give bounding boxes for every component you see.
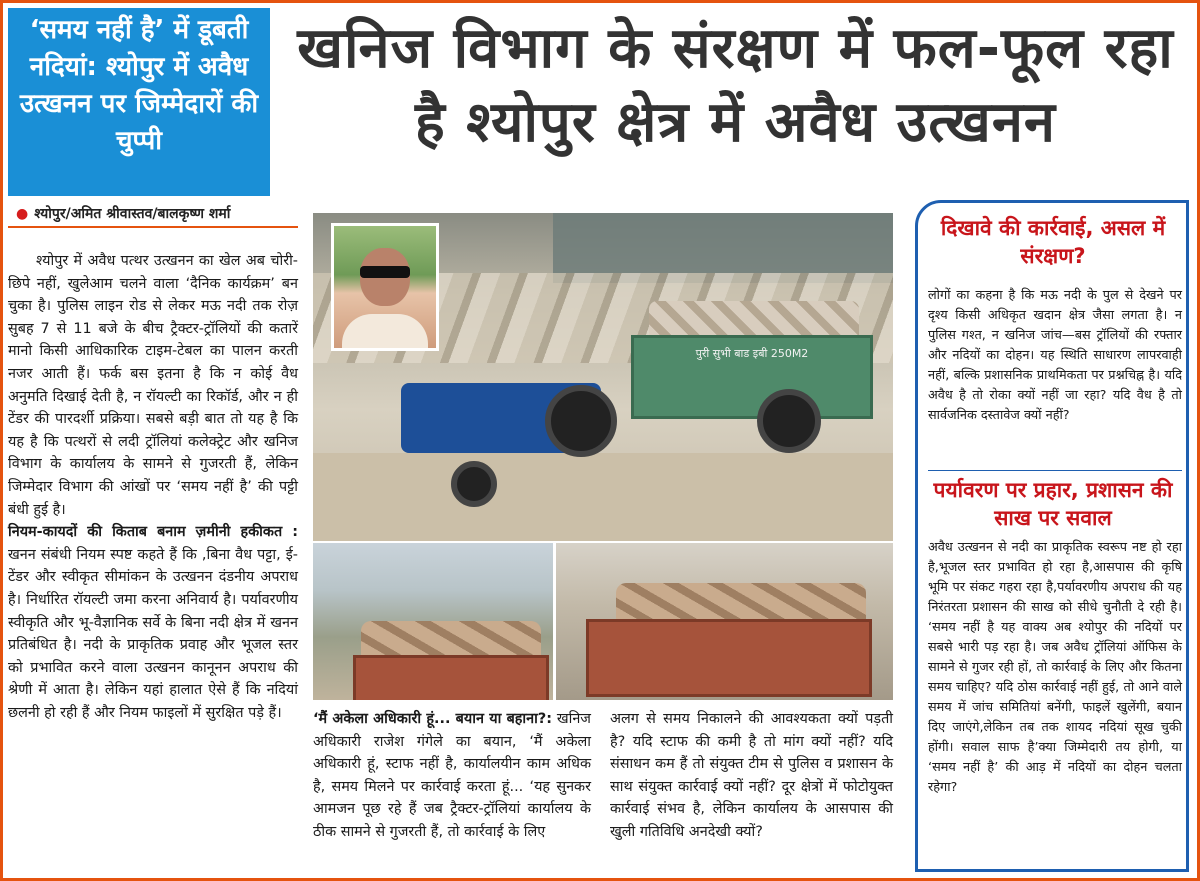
article-column-3 <box>610 708 893 844</box>
paragraph-2-text: खनन संबंधी नियम स्पष्ट कहते हैं कि ,बिना वैध पट्टा, ई-टेंडर और स्वीकृत सीमांकन के उत्खनन दंडनीय अपराध है। निर्धारित रॉयल्टी जमा करना अनिवार्य है। पर्यावरणीय स्वीकृति और भू-वैज्ञानिक सर्वे के बिना नदी क्षेत्र में खनन प्रतिबंधित है। नदी के प्राकृतिक प्रवाह और भूजल स्तर को प्रभावित करने वाला उत्खनन कानूनन अपराध की श्रेणी में आता है। लेकिन यहां हालात ऐसे हैं कि नदियां छलनी हो रही हैं और नियम फाइलों में सुरक्षित पड़े हैं। <box>8 546 298 721</box>
bullet-icon: ● <box>16 206 29 222</box>
article-column-1 <box>8 250 298 724</box>
stone-load-left <box>361 621 541 657</box>
green-trolley <box>631 335 873 419</box>
kicker-text: ‘समय नहीं है’ में डूबती नदियां: श्योपुर में अवैध उत्खनन पर जिम्मेदारों की चुप्पी <box>19 15 259 156</box>
sidebar-text-2: अवैध उत्खनन से नदी का प्राकृतिक स्वरूप नष्ट हो रहा है,भूजल स्तर प्रभावित हो रहा है,आसपास की कृषि भूमि पर संकट गहरा रहा है,पर्यावरणीय अपराध की यह निरंतरता प्रशासन की साख को सीधे चुनौती दे रही है। ‘समय नहीं है यह वाक्य अब श्योपुर की नदियों पर सबसे भारी पड़ रहा है। जब अवैध ट्रॉलियां ऑफिस के सामने से गुजर रही हों, तो कार्रवाई के लिए और कितना समय चाहिए? यदि ठोस कार्रवाई नहीं हुई, तो आने वाले समय में जांच समितियां बनेंगी, फाइलें खुलेंगी, बयान दिए जाएंगे,लेकिन तब तक शायद नदियां सूख चुकी होंगी। सवाल साफ है’क्या जिम्मेदारी तय होगी, या ‘समय नहीं है’ की आड़ में नदियों का दोहन चलता रहेगा? <box>928 540 1182 795</box>
tractor-rear-wheel <box>545 385 617 457</box>
main-photo-tractor <box>313 213 893 541</box>
paragraph-2 <box>8 521 298 724</box>
tractor-front-wheel <box>451 461 497 507</box>
sidebar-text-1: लोगों का कहना है कि मऊ नदी के पुल से देखने पर दृश्य किसी अधिकृत खदान क्षेत्र जैसा लगता है। न पुलिस गश्त, न खनिज जांच—बस ट्रॉलियों की रफ्तार और नदियों का दोहन। यह स्थिति साधारण लापरवाही नहीं, बल्कि प्रशासनिक प्राथमिकता पर प्रश्नचिह्न है। यदि अवैध है तो रोका क्यों नहीं जा रहा? यदि वैध है तो सार्वजनिक दस्तावेज क्यों नहीं? <box>928 288 1182 423</box>
main-headline: खनिज विभाग के संरक्षण में फल-फूल रहा है श्योपुर क्षेत्र में अवैध उत्खनन <box>297 16 1174 155</box>
photo-truck-load <box>556 543 893 700</box>
sidebar-heading-2: पर्यावरण पर प्रहार, प्रशासन की साख पर सवाल <box>933 478 1173 530</box>
photo-road-trolley <box>313 543 553 700</box>
sunglasses <box>360 266 410 278</box>
subheading-officer: ‘मैं अकेला अधिकारी हूं... बयान या बहाना?: <box>313 711 552 727</box>
kicker-box <box>8 8 270 196</box>
byline-text: श्योपुर/अमित श्रीवास्तव/बालकृष्ण शर्मा <box>34 206 231 222</box>
subheading-rules: नियम-कायदों की किताब बनाम ज़मीनी हकीकत : <box>8 524 298 541</box>
trolley-right <box>586 619 872 697</box>
byline <box>16 204 230 223</box>
trolley-text: पुरी सुभी बाड इबी 250M2 <box>695 347 809 360</box>
sidebar-heading-1: दिखावे की कार्रवाई, असल में संरक्षण? <box>940 216 1166 268</box>
sidebar-divider <box>928 470 1182 471</box>
paragraph-4: अलग से समय निकालने की आवश्यकता क्यों पड़ती है? यदि स्टाफ की कमी है तो मांग क्यों नहीं? यदि संसाधन कम हैं तो संयुक्त टीम से पुलिस व प्रशासन के साथ संयुक्त कार्रवाई क्यों नहीं? दूर क्षेत्रों में फोटोयुक्त कार्रवाई संभव है, लेकिन कार्यालय के आसपास की खुली गतिविधि अनदेखी क्यों? <box>610 711 893 840</box>
ground <box>313 453 893 541</box>
byline-rule <box>8 226 298 228</box>
trolley-left <box>353 655 549 700</box>
article-column-2 <box>313 708 591 844</box>
reporter-photo <box>331 223 439 351</box>
paragraph-3-text: खनिज अधिकारी राजेश गंगेले का बयान, ‘मैं अकेला अधिकारी हूं, स्टाफ नहीं है, कार्यालयीन काम अधिक है, समय मिलने पर कार्रवाई करता हूं... ‘यह सुनकर आमजन पूछ रहे हैं जब ट्रैक्टर-ट्रॉलियां कार्यालय के ठीक सामने से गुजरती हैं, तो कार्रवाई के लिए <box>313 711 591 840</box>
reporter-shirt <box>342 314 428 348</box>
trolley-wheel <box>757 389 821 453</box>
stone-load-right <box>616 583 866 623</box>
paragraph-3 <box>313 708 591 844</box>
paragraph-1: श्योपुर में अवैध पत्थर उत्खनन का खेल अब चोरी-छिपे नहीं, खुलेआम चलने वाला ‘दैनिक कार्यक्रम’ बन चुका है। पुलिस लाइन रोड से लेकर मऊ नदी तक रोज़ सुबह 7 से 11 बजे के बीच ट्रैक्टर-ट्रॉलियों की कतारें मानो किसी आधिकारिक टाइम-टेबल का पालन करती नजर आती हैं। फर्क बस इतना है कि न कोई वैध अनुमति दिखाई देती है, न रॉयल्टी का रिकॉर्ड, और न ही टेंडर की पारदर्शी प्रक्रिया। सबसे बड़ी बात तो यह है कि यह है कि पत्थरों से लदी ट्रॉलियां कलेक्ट्रेट और खनिज विभाग के कार्यालय के सामने से गुजरती हैं, लेकिन जिम्मेदार विभाग की आंखों पर ‘समय नहीं है’ की पट्टी बंधी हुई है। <box>8 253 298 518</box>
